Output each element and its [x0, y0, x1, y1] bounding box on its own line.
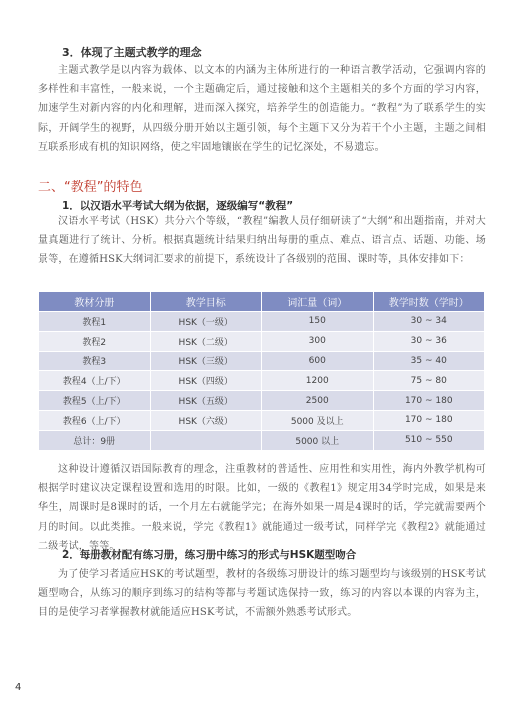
table-cell: 教程3 — [39, 351, 151, 371]
after-table-paragraph: 这种设计遵循汉语国际教育的理念，注重教材的普适性、应用性和实用性，海内外教学机构可根据学时建议决定课程设置和选用的时限。比如，一级的《教程1》规定用34学时完成，如果是来华生，周课时是8课时的话，一个月左右就能学完；在海外如果一周是4课时的话，学完就需要两个月的时间。以此类推。一般来说，学完《教程1》就能通过一级考试，同样学完《教程2》就能通过二级考试，等等。 — [38, 464, 486, 552]
table-header: 教材分册 — [39, 292, 151, 312]
table-cell: 30 ~ 36 — [373, 331, 485, 351]
table-cell: 教程4（上/下） — [39, 371, 151, 391]
table-cell: HSK（六级） — [150, 410, 262, 430]
table-cell: 35 ~ 40 — [373, 351, 485, 371]
table-cell: 600 — [262, 351, 374, 371]
table-cell: 教程1 — [39, 312, 151, 332]
table-cell: 300 — [262, 331, 374, 351]
chapter-heading: 二、“教程”的特色 — [38, 180, 143, 195]
table-row — [39, 351, 485, 371]
section-3-paragraph: 主题式教学是以内容为载体、以文本的内涵为主体所进行的一种语言教学活动，它强调内容的多样性和丰富性，一般来说，一个主题确定后，通过接触和这个主题相关的多个方面的学习内容，加速学生对新内容的内化和理解，进而深入探究，培养学生的创造能力。“教程”为了联系学生的实际，开阔学生的视野，从四级分册开始以主题引领，每个主题下又分为若干个小主题，主题之间相互联系形成有机的知识网络，使之牢固地镶嵌在学生的记忆深处，不易遗忘。 — [38, 65, 486, 153]
table-cell: 170 ~ 180 — [373, 410, 485, 430]
subsection-2-heading: 2．每册教材配有练习册，练习册中练习的形式与HSK题型吻合 — [62, 549, 357, 561]
hsk-textbook-table — [38, 291, 485, 451]
table-header: 词汇量（词） — [262, 292, 374, 312]
table-header: 教学时数（学时） — [373, 292, 485, 312]
section-3-heading: 3．体现了主题式教学的理念 — [62, 46, 202, 59]
table-cell: 30 ~ 34 — [373, 312, 485, 332]
table-row — [39, 410, 485, 430]
page-number: 4 — [15, 682, 22, 693]
table-cell: 5000 以上 — [262, 430, 374, 450]
table-row — [39, 331, 485, 351]
table-header: 教学目标 — [150, 292, 262, 312]
table-cell: 510 ~ 550 — [373, 430, 485, 450]
table-cell: 教程2 — [39, 331, 151, 351]
table-cell: HSK（四级） — [150, 371, 262, 391]
subsection-1-heading: 1．以汉语水平考试大纲为依据，逐级编写“教程” — [62, 200, 294, 212]
table-cell: 5000 及以上 — [262, 410, 374, 430]
table-cell: 170 ~ 180 — [373, 391, 485, 411]
table-cell: 1200 — [262, 371, 374, 391]
table-cell: 150 — [262, 312, 374, 332]
table-row — [39, 391, 485, 411]
subsection-1-paragraph: 汉语水平考试（HSK）共分六个等级，“教程”编教人员仔细研读了“大纲”和出题指南，并对大量真题进行了统计、分析。根据真题统计结果归纳出每册的重点、难点、语言点、话题、功能、场景等，在遵循HSK大纲词汇要求的前提下，系统设计了各级别的范围、课时等，具体安排如下： — [38, 216, 486, 266]
table-row — [39, 371, 485, 391]
table-cell — [150, 430, 262, 450]
table-cell: 2500 — [262, 391, 374, 411]
table-cell: HSK（一级） — [150, 312, 262, 332]
table-cell: HSK（三级） — [150, 351, 262, 371]
table-cell: 总计：9册 — [39, 430, 151, 450]
table-header-row — [39, 292, 485, 312]
subsection-2-paragraph: 为了使学习者适应HSK的考试题型，教材的各级练习册设计的练习题型均与该级别的HSK考试题型吻合，从练习的顺序到练习的结构等都与考题试选保持一致，练习的内容以本课的内容为主，目的是使学习者掌握教材就能适应HSK考试，不需额外熟悉考试形式。 — [38, 569, 486, 619]
table-cell: 教程6（上/下） — [39, 410, 151, 430]
table-total-row — [39, 430, 485, 450]
table-cell: 75 ~ 80 — [373, 371, 485, 391]
table-cell: HSK（五级） — [150, 391, 262, 411]
table-cell: 教程5（上/下） — [39, 391, 151, 411]
table-row — [39, 312, 485, 332]
table-cell: HSK（二级） — [150, 331, 262, 351]
